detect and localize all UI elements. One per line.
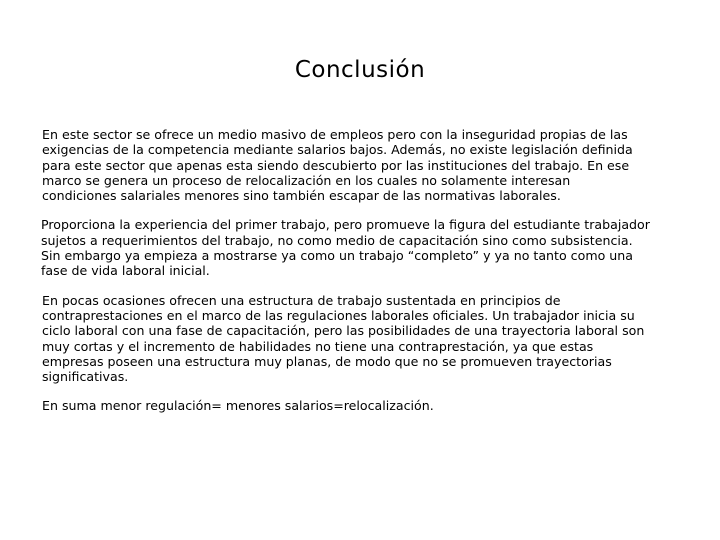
paragraph-1: En este sector se ofrece un medio masivo de empleos pero con la inseguridad propias de las exigencias de la competencia mediante salarios bajos. Además, no existe legislación definida para este sector que apenas esta siendo descubierto por las instituciones del trabajo. En ese marco se genera un proceso de relocalización en los cuales no solamente interesan condiciones salariales menores sino también escapar de las normativas laborales.: [42, 127, 633, 204]
paragraph-2: Proporciona la experiencia del primer trabajo, pero promueve la figura del estudiante trabajador sujetos a requerimientos del trabajo, no como medio de capacitación sino como subsistencia. Sin embargo ya empieza a mostrarse ya como un trabajo “completo” y ya no tanto como una fase de vida laboral inicial.: [41, 217, 650, 279]
slide-body: [42, 127, 682, 428]
paragraph-4: En suma menor regulación= menores salarios=relocalización.: [42, 398, 434, 414]
paragraph-3: En pocas ocasiones ofrecen una estructura de trabajo sustentada en principios de contraprestaciones en el marco de las regulaciones laborales oficiales. Un trabajador inicia su ciclo laboral con una fase de capacitación, pero las posibilidades de una trayectoria laboral son muy cortas y el incremento de habilidades no tiene una contraprestación, ya que estas empresas poseen una estructura muy planas, de modo que no se promueven trayectorias significativas.: [42, 292, 645, 385]
slide-title: Conclusión: [294, 57, 426, 83]
